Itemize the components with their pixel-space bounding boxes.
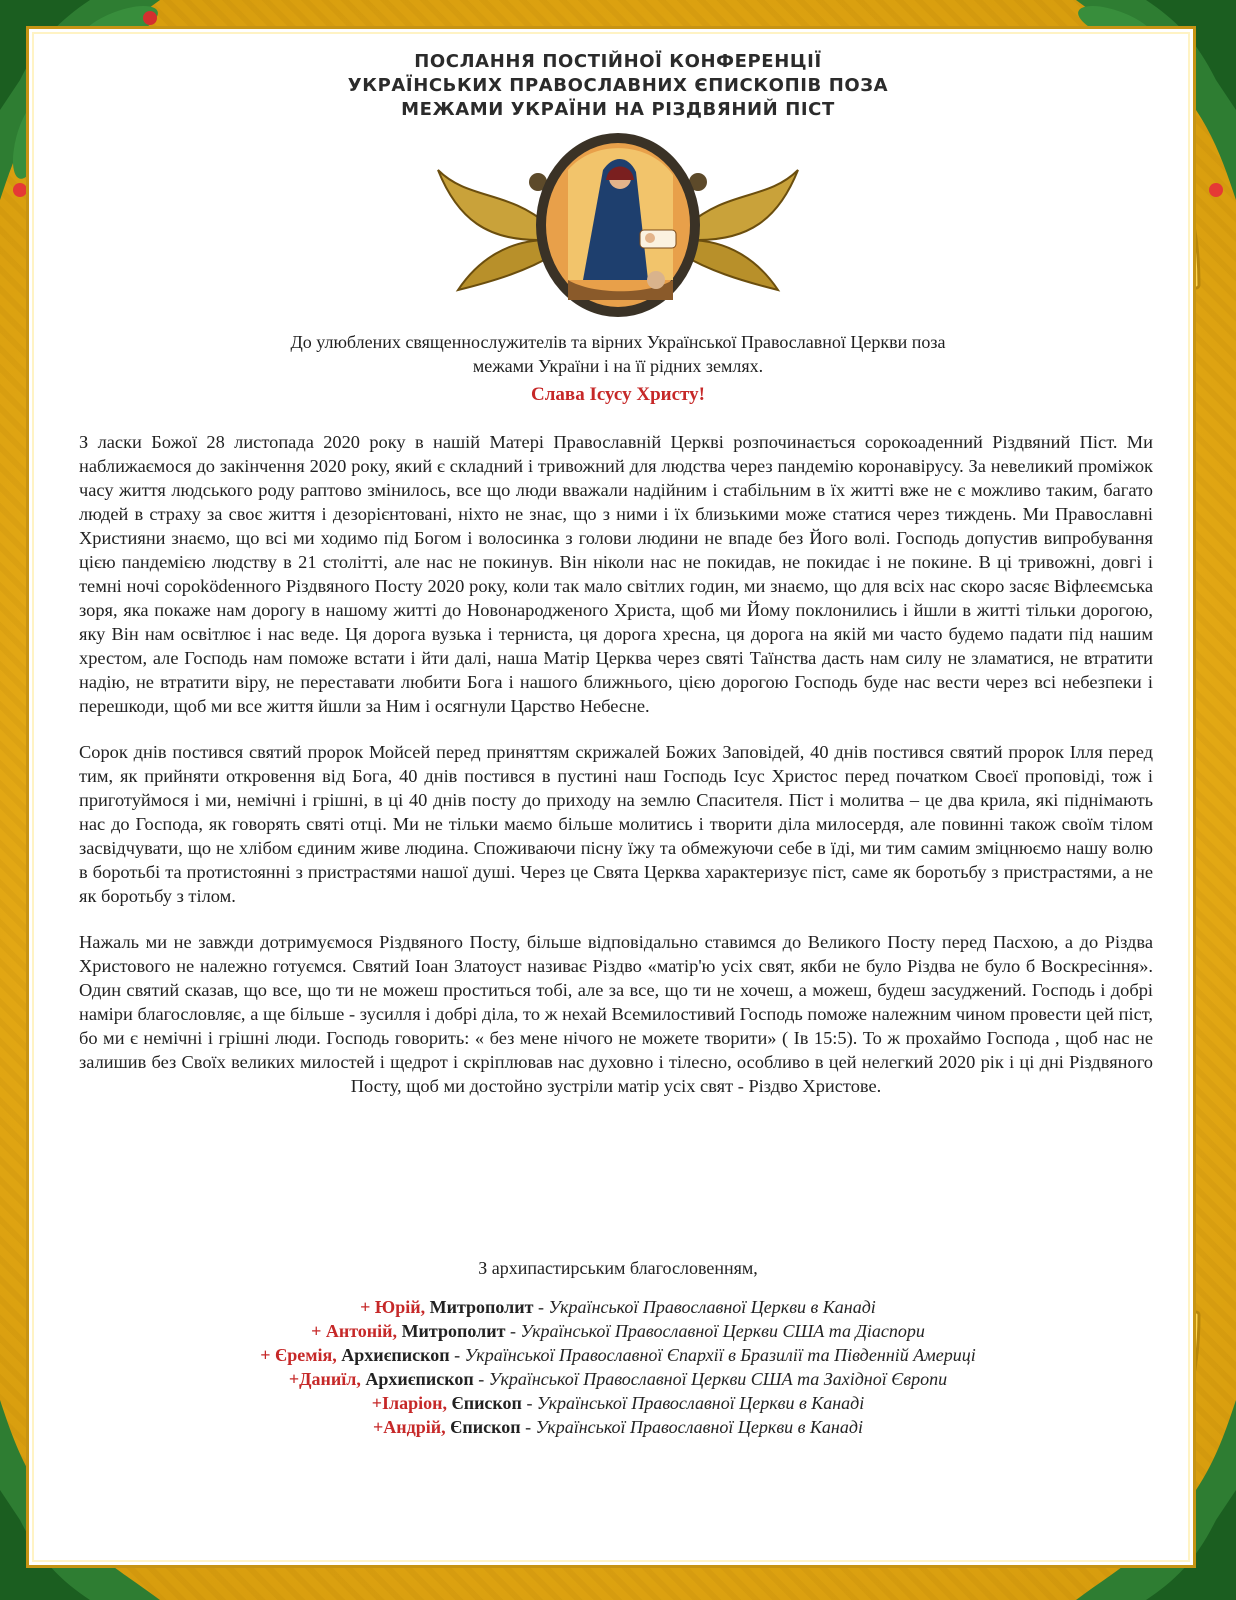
body-paragraph: З ласки Божої 28 листопада 2020 року в нашій Матері Православній Церкві розпочинається сорокоаденний Різдвяний Піст. Ми наближаємося до закінчення 2020 року, який є складний і тривожний для людства через пандемію коронавірусу. За невеликий проміжок часу життя людського роду раптово змінилось, все що люди вважали надійним і стабільним в їх житті вже не є можливо таким, багато людей в страху за своє життя і дезорієнтовані, ніхто не знає, що з ними і їх близькими може статися через тиждень. Ми Православні Християни знаємо, що всі ми ходимо під Богом і волосинка з голови людини не впаде без Його волі. Господь допустив випробування цією пандемією людству в 21 столітті, але нас не покинув. Він ніколи нас не покидав, не покидає і не покине. В ці тривожні, довгі і темні ночі сороködенного Різдвяного Посту 2020 року, коли так мало світлих годин, ми знаємо, що для всіх нас скоро засяє Віфлеємська зоря, яка покаже нам дорогу в нашому житті до Новонародженого Христа, щоб ми Йому поклонились і йшли в житті тільки дорогою, яку Він нам освітлює і нас веде. Ця дорога вузька і терниста, ця дорога хресна, ця дорога на якій ми часто будемо падати під нашим хрестом, але Господь нам поможе встати і йти далі, наша Матір Церква через святі Таїнства дасть нам силу не зламатися, не втратити надію, не втратити віру, не переставати любити Бога і нашого ближнього, цією дорогою Господь буде нас вести через всі небезпеки і перешкоди, щоб ми все життя йшли за Ним і осягнули Царство Небесне. <box>79 432 1153 716</box>
greeting: Слава Ісусу Христу! <box>531 384 705 405</box>
signature-line <box>120 1415 1116 1439</box>
blessing-line: З архипастирським благословенням, <box>478 1258 758 1278</box>
bishop-rank: Архиєпископ <box>365 1369 474 1389</box>
bishop-name: + Юрій, <box>360 1297 426 1317</box>
bishop-name: +Іларіон, <box>371 1393 447 1413</box>
address-line: межами України і на її рідних землях. <box>472 356 764 376</box>
title-line: УКРАЇНСЬКИХ ПРАВОСЛАВНИХ ЄПИСКОПІВ ПОЗА <box>347 75 889 96</box>
address-block <box>190 330 1046 378</box>
bishop-name: + Єремія, <box>260 1345 337 1365</box>
signature-line <box>120 1367 1116 1391</box>
signature-list <box>120 1295 1116 1439</box>
bishop-rank: Митрополит <box>401 1321 506 1341</box>
letter-body <box>79 430 1153 1098</box>
bishop-rank: Єпископ <box>451 1393 522 1413</box>
bishop-name: + Антоній, <box>311 1321 398 1341</box>
bishop-church: - Української Православної Церкви США та Діаспори <box>509 1321 925 1341</box>
signature-line <box>120 1295 1116 1319</box>
title-line: МЕЖАМИ УКРАЇНИ НА РІЗДВЯНИЙ ПІСТ <box>401 99 835 120</box>
title-line: ПОСЛАННЯ ПОСТІЙНОЇ КОНФЕРЕНЦІЇ <box>414 51 822 72</box>
signature-line <box>120 1343 1116 1367</box>
bishop-rank: Єпископ <box>450 1417 521 1437</box>
bishop-church: - Української Православної Церкви в Канаді <box>526 1393 865 1413</box>
body-paragraph: Нажаль ми не завжди дотримуємося Різдвяного Посту, більше відповідально ставимся до Великого Посту перед Пасхою, а до Різдва Христового не належно готуємся. Святий Іоан Златоуст називає Різдво «матір'ю усіх свят, якби не було Різдва не було б Воскресіння». Один святий сказав, що все, що ти не можеш проститься тобі, але за все, що ти не хочеш, а можеш, будеш засуджений. Господь і добрі наміри благословляє, а ще більше - зусилля і добрі діла, то ж нехай Всемилостивий Господь поможе належним чином провести цей піст, бо ми є немічні і грішні люди. Господь говорить: « без мене нічого не можете творити» ( Ів 15:5). То ж прохаймо Господа , щоб нас не залишив без Своїх великих милостей і щедрот і скріплював нас духовно і тілесно, особливо в цей нелегкий 2020 рік і ці дні Різдвяного Посту, щоб ми достойно зустріли матір усіх свят - Різдво Христове. <box>79 932 1153 1096</box>
nativity-icon <box>418 130 818 320</box>
bishop-church: - Української Православної Єпархії в Бразилії та Південній Америці <box>454 1345 976 1365</box>
signature-line <box>120 1391 1116 1415</box>
bishop-church: - Української Православної Церкви в Канаді <box>525 1417 863 1437</box>
bishop-church: - Української Православної Церкви в Канаді <box>537 1297 876 1317</box>
address-line: До улюблених священнослужителів та вірних Української Православної Церкви поза <box>290 332 946 352</box>
letter-title <box>330 50 906 122</box>
bishop-name: +Даниїл, <box>288 1369 361 1389</box>
bishop-church: - Української Православної Церкви США та Західної Європи <box>478 1369 948 1389</box>
bishop-rank: Митрополит <box>429 1297 534 1317</box>
signature-line <box>120 1319 1116 1343</box>
bishop-rank: Архиєпископ <box>341 1345 450 1365</box>
bishop-name: +Андрій, <box>373 1417 446 1437</box>
body-paragraph: Сорок днів постився святий пророк Мойсей перед приняттям скрижалей Божих Заповідей, 40 днів постився святий пророк Ілля перед тим, як прийняти откровення від Бога, 40 днів постився в пустині наш Господь Ісус Христос перед початком Своєї проповіді, тож і приготуймося і ми, немічні і грішні, в ці 40 днів посту до приходу на землю Спасителя. Піст і молитва – це два крила, які піднімають нас до Господа, як говорять святі отці. Ми не тільки маємо більше молитись і творити діла милосердя, але повинні також своїм тілом засвідчувати, що не хлібом єдиним живе людина. Споживаючи пісну їжу та обмежуючи себе в їді, ми тим самим зміцнюємо нашу волю в боротьбі та протистоянні з пристрастями нашої душі. Через це Свята Церква характеризує піст, саме як боротьбу з пристрастями, а не як боротьбу з тілом. <box>79 742 1153 906</box>
